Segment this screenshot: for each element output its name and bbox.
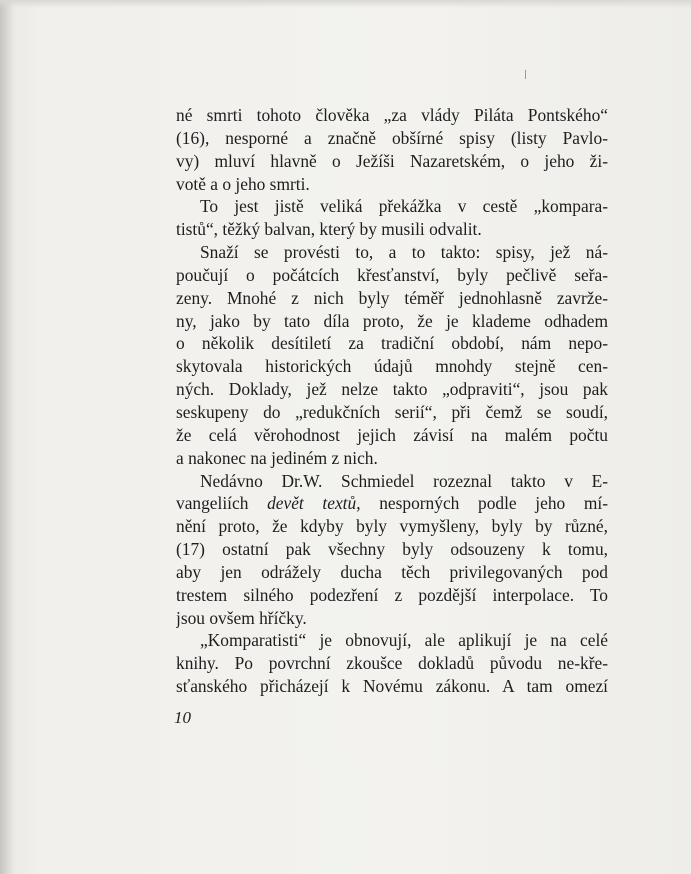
text-line: (17) ostatní pak všechny byly odsouzeny k tomu, (176, 539, 608, 560)
text-segment: , nesporných podle jeho mí- (356, 493, 608, 514)
text-line: a nakonec na jediném z nich. (176, 447, 378, 468)
text-line: skytovala historických údajů mnohdy stejně cen- (176, 356, 608, 377)
text-line: sťanského přicházejí k Novému zákonu. A tam omezí (176, 676, 608, 697)
text-line: poučují o počátcích křesťanství, byly pečlivě seřa- (176, 264, 608, 285)
page-number: 10 (174, 708, 191, 727)
text-line: To jest jistě veliká překážka v cestě „kompara- (200, 196, 608, 217)
text-line: aby jen odrážely ducha těch privilegovaných pod (176, 561, 608, 582)
text-line: zeny. Mnohé z nich byly téměř jednohlasně zavrže- (176, 287, 608, 308)
text-line: nění proto, že kdyby byly vymyšleny, byly by různé, (176, 516, 608, 537)
text-line: že celá věrohodnost jejich závisí na malém počtu (176, 424, 608, 445)
text-line: o několik desítiletí za tradiční období, nám nepo- (176, 333, 608, 354)
text-line: jsou ovšem hříčky. (176, 607, 307, 628)
text-line: seskupeny do „redukčních serií“, při čemž se soudí, (176, 401, 608, 422)
text-line: ny, jako by tato díla proto, že je klademe odhadem (176, 310, 608, 331)
text-line (176, 492, 608, 515)
page-body-text (176, 104, 608, 698)
text-line: ných. Doklady, jež nelze takto „odpraviti“, jsou pak (176, 379, 608, 400)
text-line: knihy. Po povrchní zkoušce dokladů původu ne-kře- (176, 653, 608, 674)
margin-pencil-mark (525, 70, 526, 79)
text-line: votě a o jeho smrti. (176, 173, 310, 194)
text-line: trestem silného podezření z pozdější interpolace. To (176, 584, 608, 605)
text-line: (16), nesporné a značně obšírné spisy (listy Pavlo- (176, 127, 608, 148)
text-segment: vangeliích (176, 493, 268, 514)
text-line: vy) mluví hlavně o Ježíši Nazaretském, o jeho ži- (176, 150, 608, 171)
italic-text-segment: devět textů (267, 493, 357, 514)
text-line: Snaží se provésti to, a to takto: spisy, jež ná- (200, 242, 608, 263)
text-line: tistů“, těžký balvan, který by musili odvalit. (176, 219, 482, 240)
text-line: né smrti tohoto člověka „za vlády Piláta Pontského“ (176, 105, 608, 125)
text-line: „Komparatisti“ je obnovují, ale aplikují je na celé (200, 630, 608, 651)
text-line: Nedávno Dr.W. Schmiedel rozeznal takto v E- (200, 470, 608, 491)
